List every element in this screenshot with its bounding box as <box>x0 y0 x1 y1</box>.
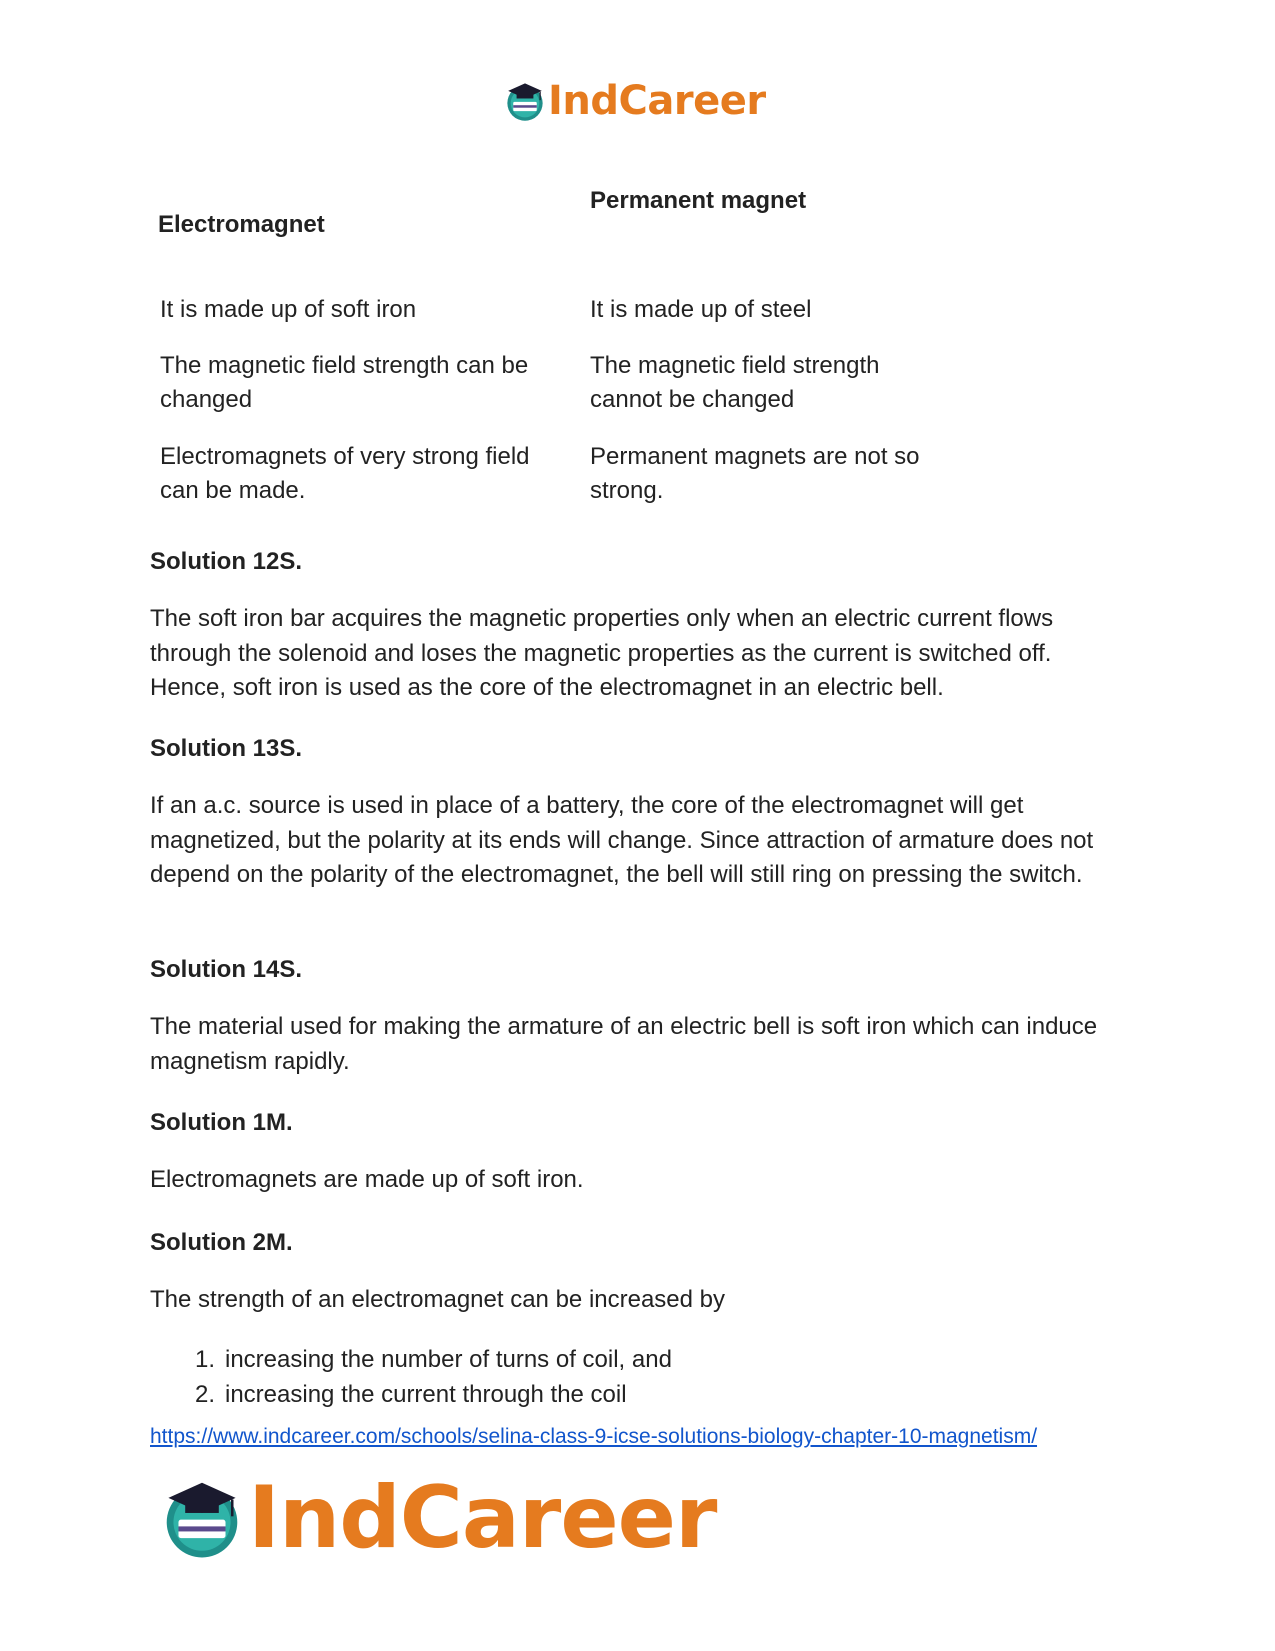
list-item <box>150 1343 672 1378</box>
list-item-text: increasing the number of turns of coil, and <box>225 1346 672 1373</box>
table-cell: It is made up of soft iron <box>160 296 417 323</box>
list-item-text: increasing the current through the coil <box>225 1380 627 1408</box>
solution-heading: Solution 12S. <box>150 548 303 575</box>
list-number: 1. <box>194 1346 215 1373</box>
table-cell: Permanent magnets are not so strong. <box>590 443 920 504</box>
table-header-electromagnet: Electromagnet <box>158 211 325 238</box>
solution-text: If an a.c. source is used in place of a battery, the core of the electromagnet will get magnetized, but the polarity at its ends will change. Since attraction of armature does not depend on the polarity of the electromagnet, the bell will still ring on pressing the switch. <box>150 792 1094 888</box>
logo-wordmark: IndCareer <box>548 78 766 124</box>
footer-logo <box>160 1468 716 1568</box>
solution-heading: Solution 14S. <box>150 956 303 983</box>
list-number: 2. <box>194 1380 215 1408</box>
table-header-permanent-magnet: Permanent magnet <box>590 187 807 214</box>
table-cell: Electromagnets of very strong field can be made. <box>160 443 530 504</box>
solution-heading: Solution 1M. <box>150 1109 293 1136</box>
numbered-list <box>150 1343 672 1412</box>
solution-heading: Solution 13S. <box>150 735 303 762</box>
graduation-cap-globe-icon <box>160 1476 244 1560</box>
solution-text: Electromagnets are made up of soft iron. <box>150 1166 584 1193</box>
solution-text: The soft iron bar acquires the magnetic properties only when an electric current flows through the solenoid and loses the magnetic properties as the current is switched off. Hence, soft iron is used as the core of the electromagnet in an electric bell. <box>150 605 1054 701</box>
solution-text: The strength of an electromagnet can be increased by <box>150 1286 726 1313</box>
solution-heading: Solution 2M. <box>150 1229 293 1256</box>
header-logo <box>504 78 766 124</box>
table-cell: The magnetic field strength can be changed <box>160 352 529 413</box>
list-item <box>150 1378 672 1413</box>
logo-wordmark: IndCareer <box>248 1468 717 1568</box>
source-url-link[interactable]: https://www.indcareer.com/schools/selina-class-9-icse-solutions-biology-chapter-10-magnetism/ <box>150 1425 1038 1448</box>
graduation-cap-globe-icon <box>504 80 546 122</box>
table-cell: The magnetic field strength cannot be changed <box>590 352 880 413</box>
table-cell: It is made up of steel <box>590 296 812 323</box>
solution-text: The material used for making the armature of an electric bell is soft iron which can induce magnetism rapidly. <box>150 1013 1098 1075</box>
